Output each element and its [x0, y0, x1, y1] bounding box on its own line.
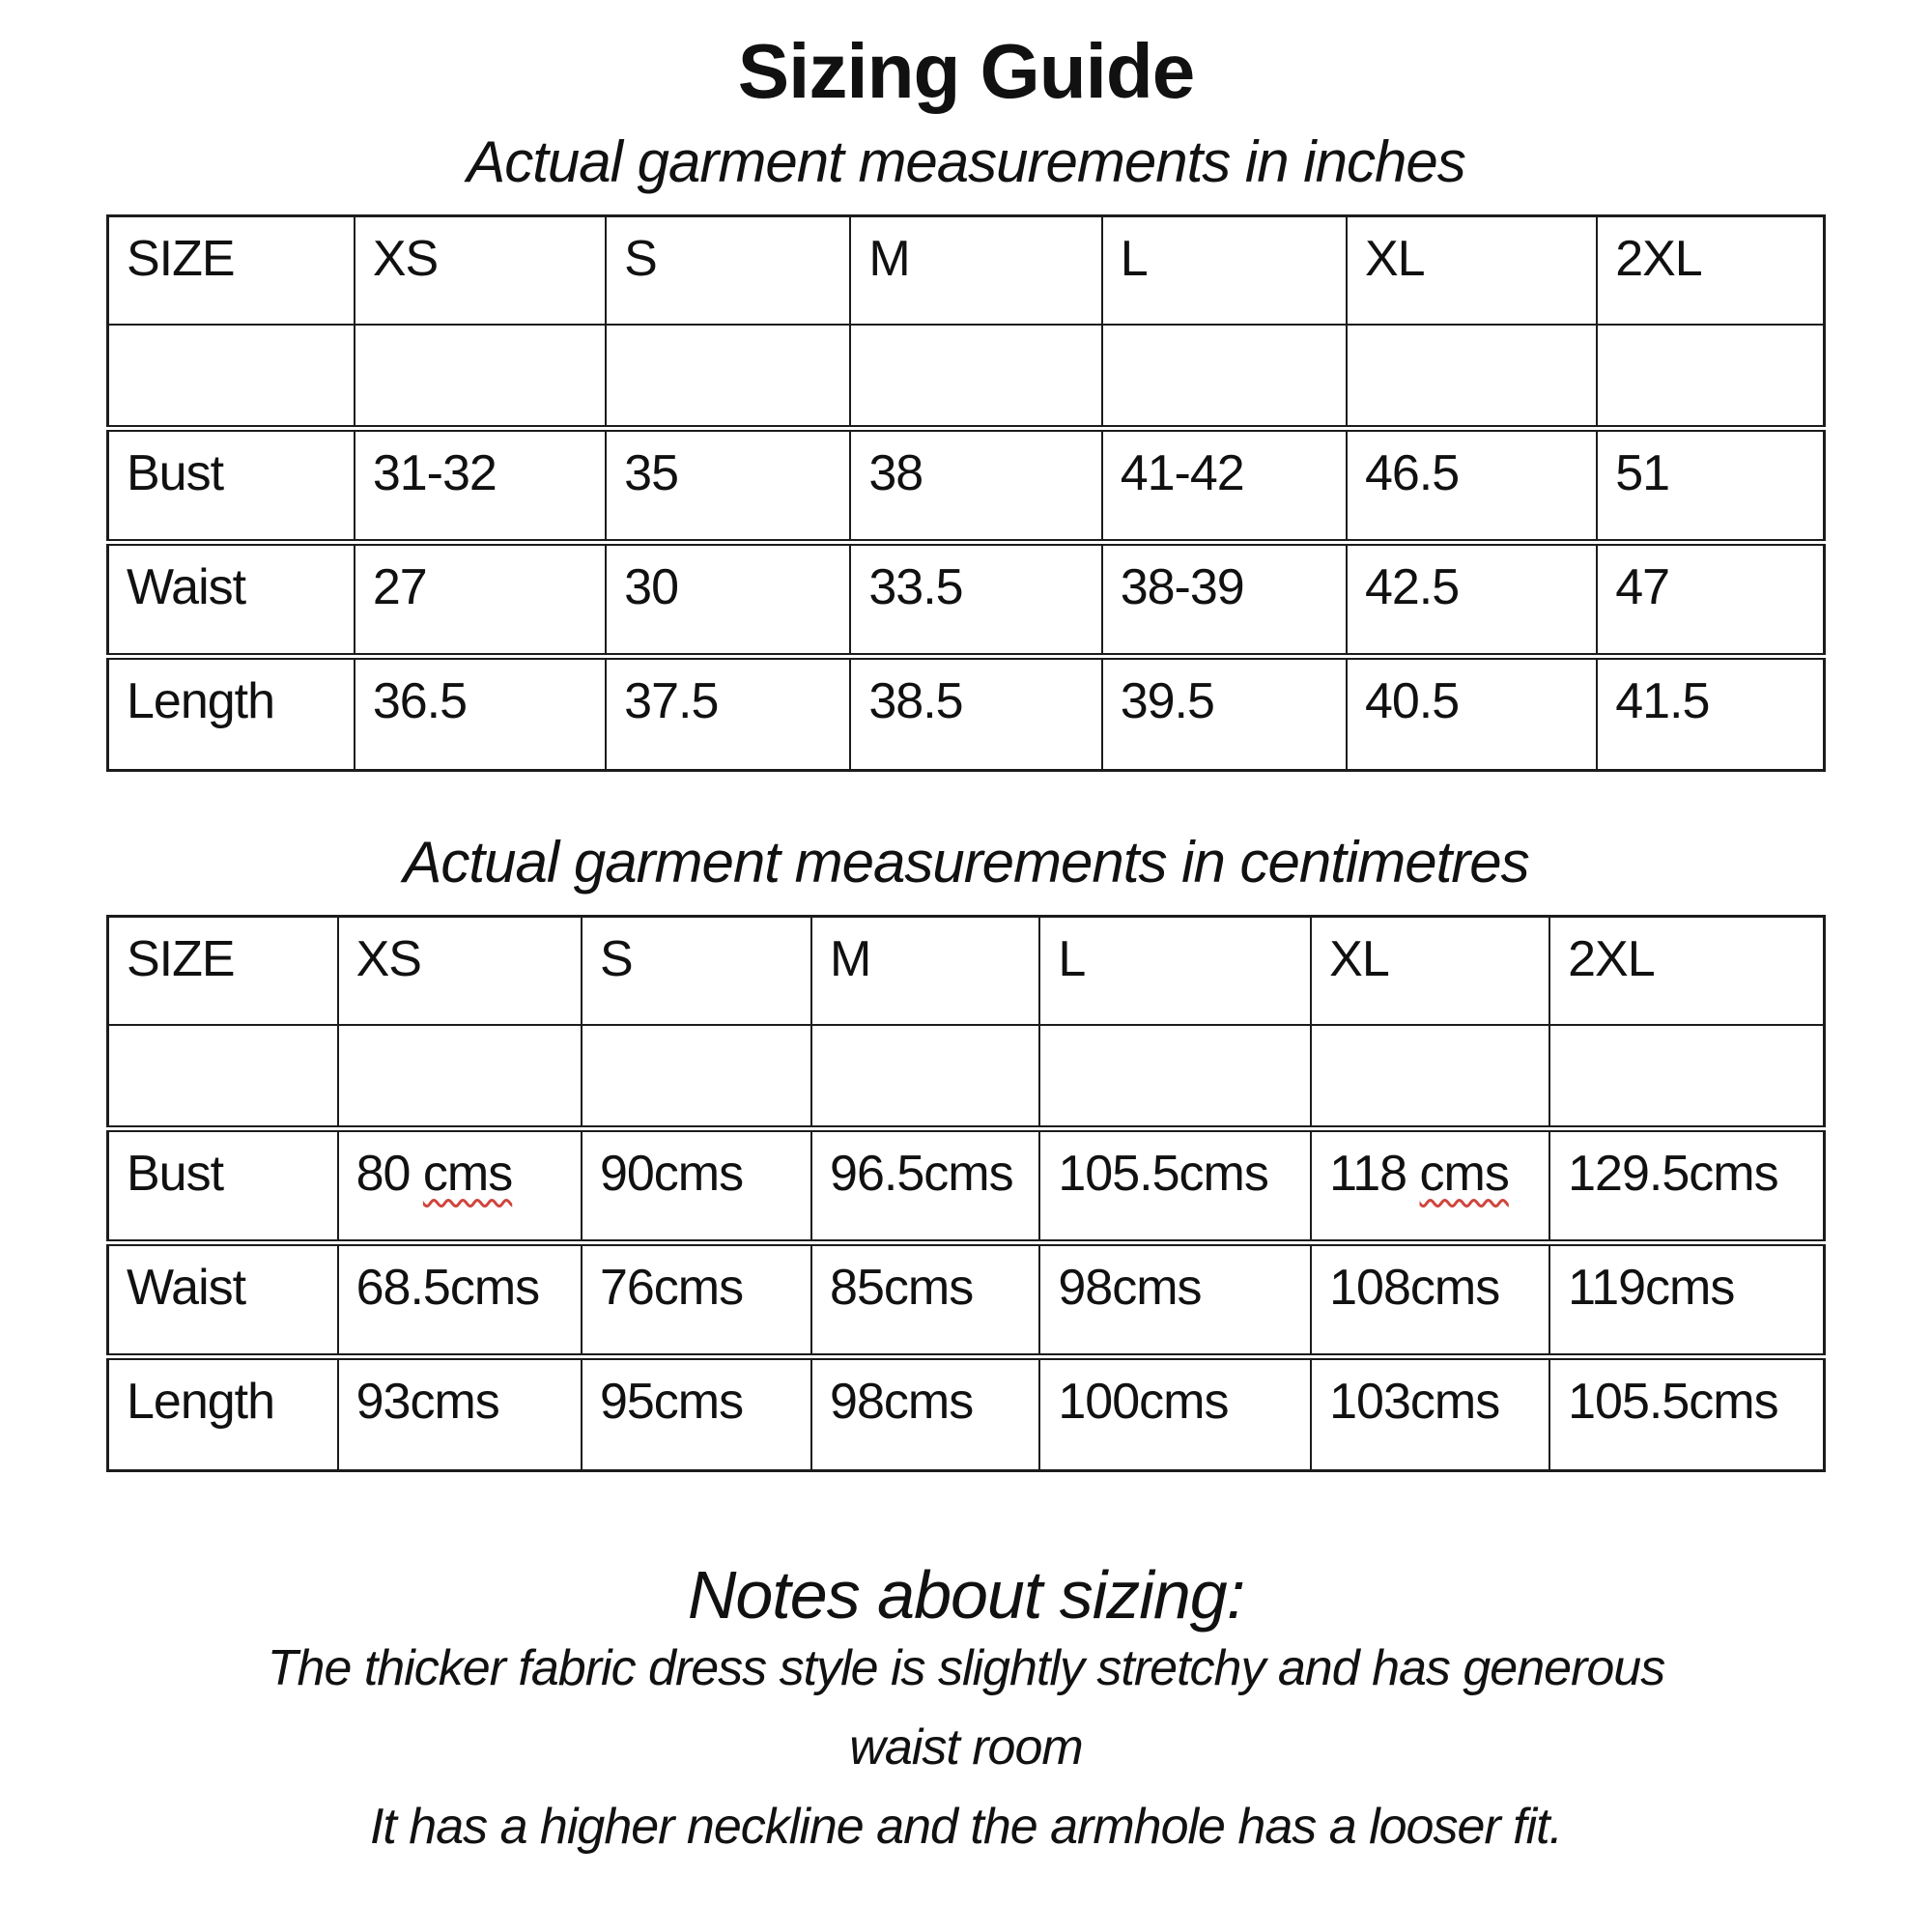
- column-header-xs: XS: [338, 917, 582, 1025]
- row-label-bust: Bust: [108, 429, 355, 543]
- table-cell: 39.5: [1102, 657, 1347, 771]
- table-cell: 103cms: [1311, 1357, 1549, 1471]
- table-cell: 105.5cms: [1549, 1357, 1824, 1471]
- column-header-xl: XL: [1347, 216, 1597, 325]
- blank-row: [108, 1025, 1825, 1129]
- column-header-size: SIZE: [108, 917, 338, 1025]
- table-cell: [606, 325, 850, 429]
- spellcheck-underlined-text: cms: [1419, 1146, 1509, 1202]
- table-cell: 46.5: [1347, 429, 1597, 543]
- column-header-2xl: 2XL: [1549, 917, 1824, 1025]
- notes-section: [0, 1557, 1932, 1866]
- table-cell: 90cms: [582, 1129, 811, 1243]
- blank-row-label: [108, 325, 355, 429]
- table-cell: 41-42: [1102, 429, 1347, 543]
- table-header-row: [108, 216, 1825, 325]
- table-cell: 93cms: [338, 1357, 582, 1471]
- table-cell: 30: [606, 543, 850, 657]
- table-cell: 51: [1597, 429, 1824, 543]
- column-header-m: M: [850, 216, 1101, 325]
- column-header-s: S: [582, 917, 811, 1025]
- table-cell: [1347, 325, 1597, 429]
- row-label-bust: Bust: [108, 1129, 338, 1243]
- table-cell: 38.5: [850, 657, 1101, 771]
- size-table-inches: [106, 214, 1826, 772]
- table-cell: [850, 325, 1101, 429]
- caption-centimetres: Actual garment measurements in centimetres: [403, 830, 1529, 895]
- notes-line-2: waist room: [849, 1719, 1083, 1776]
- table-cell: [1549, 1025, 1824, 1129]
- table-cell: 42.5: [1347, 543, 1597, 657]
- table-cell: 38-39: [1102, 543, 1347, 657]
- table-cell: 27: [355, 543, 606, 657]
- table-cell: [1039, 1025, 1311, 1129]
- table-cell: 100cms: [1039, 1357, 1311, 1471]
- notes-heading: Notes about sizing:: [687, 1557, 1245, 1633]
- spellcheck-underlined-text: cms: [422, 1146, 513, 1202]
- column-header-m: M: [811, 917, 1039, 1025]
- table-cell: 85cms: [811, 1243, 1039, 1357]
- row-bust: [108, 1129, 1825, 1243]
- row-bust: [108, 429, 1825, 543]
- table-cell: 47: [1597, 543, 1824, 657]
- table-cell: 98cms: [811, 1357, 1039, 1471]
- notes-line-1: The thicker fabric dress style is slightly stretchy and has generous: [267, 1640, 1665, 1696]
- table-cell: 35: [606, 429, 850, 543]
- cell-value: 118: [1329, 1146, 1420, 1202]
- table-cell: 76cms: [582, 1243, 811, 1357]
- table-cell: [355, 325, 606, 429]
- column-header-l: L: [1039, 917, 1311, 1025]
- caption-inches: Actual garment measurements in inches: [467, 129, 1465, 194]
- column-header-size: SIZE: [108, 216, 355, 325]
- row-label-waist: Waist: [108, 543, 355, 657]
- table-cell: 40.5: [1347, 657, 1597, 771]
- table-cell: 36.5: [355, 657, 606, 771]
- table-cell: 38: [850, 429, 1101, 543]
- row-length: [108, 657, 1825, 771]
- row-label-waist: Waist: [108, 1243, 338, 1357]
- table-cell: 119cms: [1549, 1243, 1824, 1357]
- row-waist: [108, 1243, 1825, 1357]
- table-cell: 31-32: [355, 429, 606, 543]
- row-label-length: Length: [108, 1357, 338, 1471]
- table-cell: [1597, 325, 1824, 429]
- row-waist: [108, 543, 1825, 657]
- table-cell: 105.5cms: [1039, 1129, 1311, 1243]
- table-cell: 95cms: [582, 1357, 811, 1471]
- table-header-row: [108, 917, 1825, 1025]
- table-cell: [811, 1025, 1039, 1129]
- blank-row: [108, 325, 1825, 429]
- table-cell: 129.5cms: [1549, 1129, 1824, 1243]
- row-label-length: Length: [108, 657, 355, 771]
- row-length: [108, 1357, 1825, 1471]
- table-cell: 98cms: [1039, 1243, 1311, 1357]
- column-header-s: S: [606, 216, 850, 325]
- table-cell: [1311, 1025, 1549, 1129]
- column-header-2xl: 2XL: [1597, 216, 1824, 325]
- table-cell: 96.5cms: [811, 1129, 1039, 1243]
- notes-line-3: It has a higher neckline and the armhole has a looser fit.: [369, 1799, 1563, 1855]
- table-cell: [1311, 1129, 1549, 1243]
- column-header-l: L: [1102, 216, 1347, 325]
- table-cell: [338, 1025, 582, 1129]
- blank-row-label: [108, 1025, 338, 1129]
- size-table-centimetres: [106, 915, 1826, 1472]
- table-cell: 68.5cms: [338, 1243, 582, 1357]
- table-cell: 108cms: [1311, 1243, 1549, 1357]
- column-header-xs: XS: [355, 216, 606, 325]
- column-header-xl: XL: [1311, 917, 1549, 1025]
- table-cell: [338, 1129, 582, 1243]
- page-title: Sizing Guide: [737, 28, 1195, 114]
- table-cell: 33.5: [850, 543, 1101, 657]
- table-cell: 41.5: [1597, 657, 1824, 771]
- cell-value: 80: [355, 1146, 423, 1202]
- table-cell: 37.5: [606, 657, 850, 771]
- table-cell: [582, 1025, 811, 1129]
- table-cell: [1102, 325, 1347, 429]
